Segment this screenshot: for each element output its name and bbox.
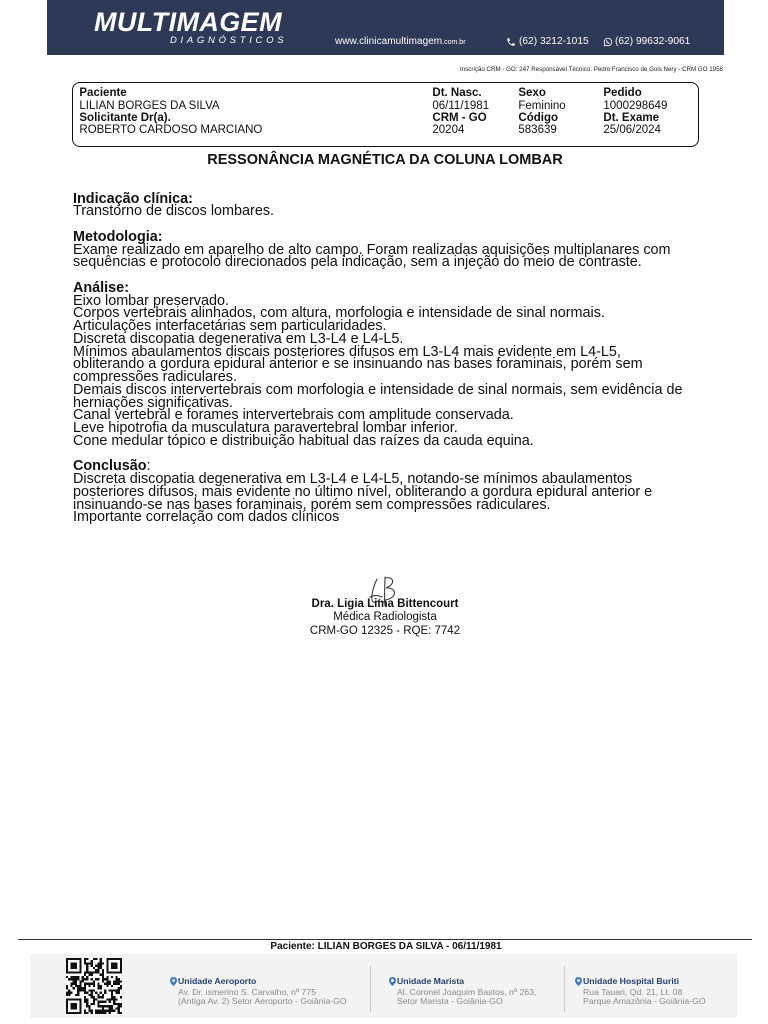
header-bar [47, 0, 724, 55]
website-suffix: .com.br [442, 39, 466, 46]
unit-name: Unidade Aeroporto [178, 975, 257, 986]
sex-label: Sexo [518, 87, 546, 100]
logo-wordmark: MULTIMAGEM [94, 6, 282, 37]
website [335, 36, 466, 49]
location-pin-icon [389, 977, 396, 986]
crm-label: CRM - GO [432, 112, 487, 125]
sex-value: Feminino [518, 100, 566, 113]
section-conclusao [73, 460, 683, 524]
website-main: www.clinicamultimagem [335, 36, 443, 47]
conclusao-heading: Conclusão [73, 458, 147, 475]
report-title: RESSONÂNCIA MAGNÉTICA DA COLUNA LOMBAR [207, 152, 563, 168]
conclusao-line: posteriores difusos, mais evidente no último nível, obliterando a gordura epidural anterior e [73, 483, 653, 500]
analise-line: obliterando a gordura epidural anterior e se insinuando nas bases foraminais, porém sem [73, 356, 643, 373]
whatsapp-icon [603, 37, 613, 47]
unit-address-line: Av. Dr. ismerino S. Carvalho, nº 775 [178, 987, 317, 997]
registration-info: Inscrição CRM - GO: 247 Responsável Técnico: Pedro Francisco de Gois Nery - CRM GO 1958 [460, 65, 723, 73]
report-body [73, 190, 683, 526]
analise-line: herniações significativas. [73, 394, 233, 411]
unit-address-line: Rua Tauari, Qd. 21, Lt. 08 [583, 987, 683, 997]
conclusao-line: insinuando-se nas bases foraminais, porém sem compressões radiculares. [73, 496, 551, 513]
analise-line: Discreta discopatia degenerativa em L3-L4 e L4-L5. [73, 330, 404, 347]
metodologia-line: sequências e protocolo direcionados pela indicação, sem a injeção do meio de contraste. [73, 254, 642, 271]
unit-name: Unidade Hospital Buriti [583, 975, 680, 986]
analise-line: Canal vertebral e forames intervertebrais com amplitude conservada. [73, 407, 514, 424]
unit-address-line: (Antiga Av. 2) Setor Aeroporto - Goiânia-GO [178, 996, 347, 1006]
location-pin-icon [575, 977, 582, 986]
birthdate-value: 06/11/1981 [432, 100, 490, 113]
section-heading: Indicação clínica: [73, 190, 193, 207]
analise-line: Mínimos abaulamentos discais posteriores difusos em L3-L4 mais evidente em L4-L5, [73, 343, 621, 360]
unit-marista [389, 976, 569, 1012]
footer-patient-line: Paciente: LILIAN BORGES DA SILVA - 06/11/1981 [270, 941, 502, 952]
unit-divider [564, 966, 565, 1012]
unit-address-line: Al. Coronel Joaquim Bastos, nº 263, [397, 987, 537, 997]
metodologia-line: Exame realizado em aparelho de alto campo. Foram realizadas aquisições multiplanares com [73, 241, 671, 258]
footer-band [30, 954, 737, 1018]
qr-code [66, 958, 122, 1014]
analise-line: Demais discos intervertebrais com morfologia e intensidade de sinal normais, sem evidência de [73, 381, 683, 398]
unit-address-line: Parque Amazônia - Goiânia-GO [583, 996, 706, 1006]
section-heading: Análise: [73, 279, 129, 296]
patient-info-box [72, 82, 699, 147]
crm-value: 20204 [432, 124, 465, 137]
conclusao-line: Discreta discopatia degenerativa em L3-L4 e L4-L5, notando-se mínimos abaulamentos [73, 471, 633, 487]
analise-line: Leve hipotrofia da musculatura paravertebral lombar inferior. [73, 420, 458, 436]
order-value: 1000298649 [603, 100, 668, 113]
analise-line: Articulações interfacetárias sem particularidades. [73, 318, 387, 334]
handwritten-signature [364, 573, 402, 609]
section-analise [73, 279, 683, 449]
section-metodologia [73, 228, 683, 271]
requester-name: ROBERTO CARDOSO MARCIANO [79, 124, 263, 137]
unit-aeroporto [170, 976, 350, 1012]
unit-address-line: Setor Marista - Goiânia-GO [397, 996, 503, 1006]
doctor-name: Dra. Ligia Lima Bittencourt [311, 597, 459, 610]
unit-hospital-buriti [575, 976, 755, 1012]
code-label: Código [518, 112, 558, 125]
footer-divider [18, 939, 752, 940]
location-pin-icon [170, 977, 177, 986]
order-label: Pedido [603, 87, 642, 100]
conclusao-heading-colon: : [146, 458, 151, 475]
logo-tagline: DIAGNÓSTICOS [170, 34, 288, 46]
section-heading: Metodologia: [73, 228, 163, 245]
requester-label: Solicitante Dr(a). [79, 112, 171, 125]
patient-name: LILIAN BORGES DA SILVA [79, 100, 220, 113]
doctor-role: Médica Radiologista [333, 611, 437, 623]
analise-line: compressões radiculares. [73, 369, 237, 385]
indicacao-line: Transtorno de discos lombares. [73, 203, 275, 220]
phone-number: (62) 3212-1015 [519, 36, 589, 47]
conclusao-line: Importante correlação com dados clínicos [73, 509, 340, 526]
exam-date-value: 25/06/2024 [603, 124, 661, 137]
analise-line: Cone medular tópico e distribuição habitual das raízes da cauda equina. [73, 432, 534, 449]
unit-divider [370, 966, 371, 1012]
analise-line: Eixo lombar preservado. [73, 292, 229, 309]
section-indicacao [73, 190, 683, 220]
unit-name: Unidade Marista [397, 975, 465, 986]
doctor-registration: CRM-GO 12325 - RQE: 7742 [309, 624, 461, 637]
whatsapp-number: (62) 99632-9061 [615, 36, 691, 47]
birthdate-label: Dt. Nasc. [432, 87, 482, 100]
patient-label: Paciente [79, 87, 127, 100]
code-value: 583639 [518, 124, 557, 137]
analise-line: Corpos vertebrais alinhados, com altura, morfologia e intensidade de sinal normais. [73, 305, 605, 322]
phone-icon [506, 37, 516, 47]
exam-date-label: Dt. Exame [603, 112, 659, 125]
